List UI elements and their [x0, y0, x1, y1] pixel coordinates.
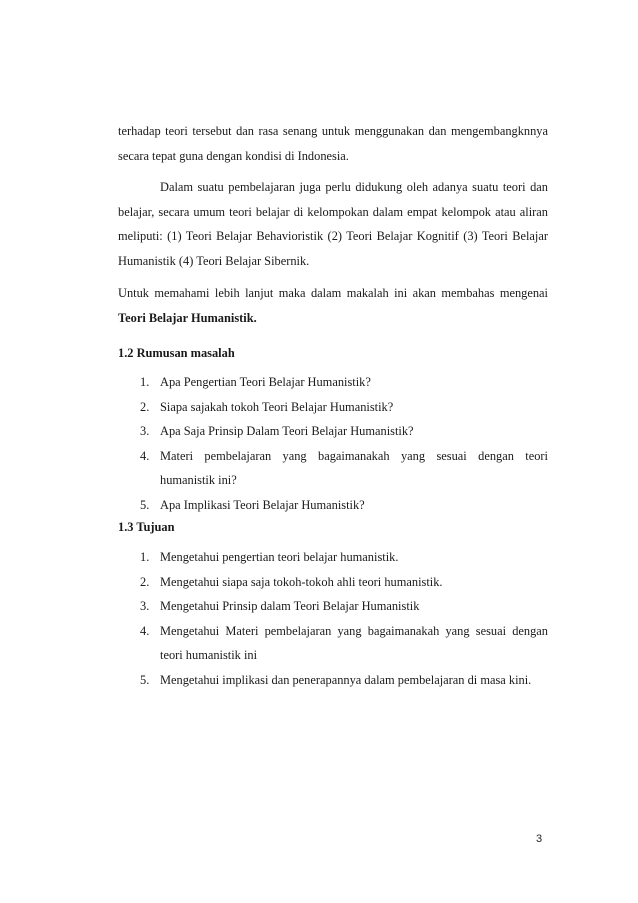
list-item-text: Materi pembelajaran yang bagaimanakah yang sesuai dengan teori humanistik ini?	[160, 448, 548, 488]
list-item-number: 1.	[140, 550, 150, 564]
list-item-text: Apa Implikasi Teori Belajar Humanistik?	[160, 497, 365, 512]
list-item-number: 4.	[140, 448, 150, 463]
list-item	[118, 619, 548, 668]
list-item	[118, 493, 548, 518]
list-item	[118, 444, 548, 493]
page-number: 3	[536, 833, 543, 845]
list-item-text: Mengetahui implikasi dan penerapannya dalam pembelajaran di masa kini.	[160, 672, 532, 687]
list-item	[118, 395, 548, 420]
list-item-number: 3.	[140, 424, 150, 439]
list-item-number: 2.	[140, 399, 150, 414]
list-item-text: Mengetahui Materi pembelajaran yang bagaimanakah yang sesuai dengan teori humanistik ini	[160, 623, 548, 663]
list-item-text: Mengetahui siapa saja tokoh-tokoh ahli teori humanistik.	[160, 574, 443, 589]
list-item-number: 1.	[140, 375, 150, 389]
section-heading-tujuan: 1.3 Tujuan	[118, 520, 175, 534]
list-item	[118, 545, 548, 570]
list-item-text: Mengetahui pengertian teori belajar humanistik.	[160, 550, 399, 564]
list-item-number: 2.	[140, 574, 150, 589]
tujuan-list	[118, 545, 548, 693]
paragraph-scope	[118, 281, 548, 330]
section-heading-rumusan-masalah: 1.2 Rumusan masalah	[118, 346, 235, 360]
list-item	[118, 668, 548, 693]
list-item-number: 5.	[140, 497, 150, 512]
list-item-number: 3.	[140, 599, 150, 614]
list-item	[118, 594, 548, 619]
list-item	[118, 419, 548, 444]
paragraph-continuation: terhadap teori tersebut dan rasa senang untuk menggunakan dan mengembangknnya secara tepat guna dengan kondisi di Indonesia.	[118, 124, 548, 163]
list-item	[118, 370, 548, 395]
paragraph-learning-theories: Dalam suatu pembelajaran juga perlu didukung oleh adanya suatu teori dan belajar, secara umum teori belajar di kelompokan dalam empat kelompok atau aliran meliputi: (1) Teori Belajar Behavioristik (2) Teori Belajar Kognitif (3) Teori Belajar Humanistik (4) Teori Belajar Sibernik.	[118, 180, 548, 268]
list-item-text: Siapa sajakah tokoh Teori Belajar Humanistik?	[160, 399, 394, 414]
list-item-text: Apa Pengertian Teori Belajar Humanistik?	[160, 375, 371, 389]
list-item-number: 4.	[140, 623, 150, 638]
scope-topic-bold: Teori Belajar Humanistik.	[118, 310, 257, 325]
rumusan-masalah-list	[118, 370, 548, 518]
scope-intro-text: Untuk memahami lebih lanjut maka dalam makalah ini akan membahas mengenai	[118, 286, 548, 300]
list-item	[118, 570, 548, 595]
list-item-text: Mengetahui Prinsip dalam Teori Belajar Humanistik	[160, 599, 420, 614]
list-item-number: 5.	[140, 672, 150, 687]
list-item-text: Apa Saja Prinsip Dalam Teori Belajar Humanistik?	[160, 424, 414, 439]
